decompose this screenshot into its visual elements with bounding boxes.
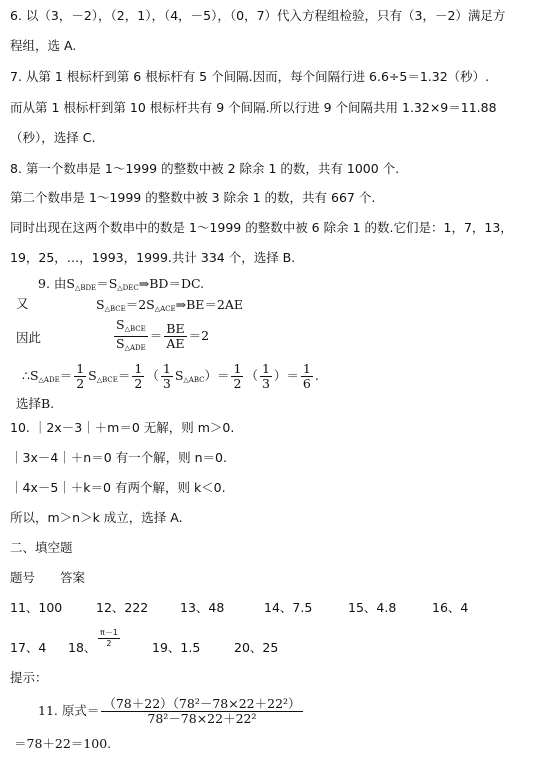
answer-fraction <box>98 628 120 649</box>
fraction-third <box>161 362 173 391</box>
q9-text: 9. 由S <box>38 276 75 291</box>
q11-fraction <box>101 697 302 726</box>
q9-therefore: $\therefore S_{\triangle ADE}=$ $\frac{1}{2}$ $S_{\triangle BCE}=$ $\frac{1}{2}$ （ $\frac{1}{3}$ $S_{\triangle ABC})=$ $\frac{1}{2}$ （ $\frac{1}{3}$ ）＝ $\frac{1}{6}$ . <box>22 361 319 391</box>
answer-item: 16、4 <box>432 600 469 615</box>
q9-sub: △BCE <box>96 376 118 384</box>
q9-sub: △DEC <box>117 284 139 292</box>
answer-item: 14、7.5 <box>264 600 313 615</box>
q8-line-1: 8. 第一个数串是 1～1999 的整数中被 2 除余 1 的数，共有 1000 个. <box>10 161 400 176</box>
answer-item: 13、48 <box>180 600 225 615</box>
q6-line-2: 程组，选 A. <box>10 38 77 53</box>
q9-text: 2 <box>134 376 143 391</box>
q9-text: AE <box>166 336 185 351</box>
q11-label: 11. 原式＝ <box>38 703 100 718</box>
q11-numerator: （78＋22）（78²－78×22＋22²） <box>103 696 301 711</box>
q11-denominator: 78²－78×22＋22² <box>147 711 257 726</box>
q9-yinci: 因此 <box>16 330 42 345</box>
q9-text: 1 <box>302 361 311 376</box>
fraction-half <box>132 362 144 391</box>
q9-text: S <box>116 317 125 332</box>
q11-result: ＝78＋22＝100. <box>14 736 112 751</box>
q6-line-1: 6. 以（3，－2），（2，1），（4，－5），（0，7）代入方程组检验，只有（3，－2）满足方 <box>10 8 506 23</box>
hint-label: 提示： <box>10 670 48 685</box>
q8-line-2: 第二个数串是 1～1999 的整数中被 3 除余 1 的数，共有 667 个. <box>10 190 376 205</box>
q9-sub: △ADE <box>38 376 60 384</box>
q9-text: 3 <box>162 376 171 391</box>
section-heading: 二、填空题 <box>10 540 73 555</box>
q9-text: 2 <box>76 376 85 391</box>
ratio-fraction-2 <box>164 322 186 351</box>
fraction-numerator: π－1 <box>100 628 118 637</box>
q9-sub: △BCE <box>124 325 146 333</box>
q7-line-3: （秒），选择 C. <box>10 130 96 145</box>
q7-line-1: 7. 从第 1 根标杆到第 6 根标杆有 5 个间隔.因而，每个间隔行进 6.6÷5＝1.32（秒）. <box>10 69 490 84</box>
answer-item: 12、222 <box>96 600 149 615</box>
answer-item: 20、25 <box>234 640 279 655</box>
q9-text: ⇒BD＝DC. <box>138 276 205 291</box>
q10-line-2: ｜3x－4｜＋n＝0 有一个解，则 n＝0. <box>10 450 227 465</box>
q9-text: ⇒BE＝2AE <box>175 297 244 312</box>
q9-text: 1 <box>76 361 85 376</box>
q9-text: 1 <box>233 361 242 376</box>
q9-text: ＝2S <box>125 297 155 312</box>
fraction-denominator: 2 <box>106 639 112 648</box>
q9-text: ＝2 <box>188 328 210 343</box>
q9-text: 1 <box>134 361 143 376</box>
q9-text: S <box>96 297 105 312</box>
q9-ratio: $\frac{S_{\triangle BCE}}{S_{\triangle ADE}}$ ＝ $\frac{BE}{AE}$ ＝2 <box>112 318 209 355</box>
q9-text: 3 <box>261 376 270 391</box>
fraction-sixth <box>301 362 313 391</box>
fraction-half <box>231 362 243 391</box>
q9-sub: △ACE <box>154 305 176 313</box>
q9-you: 又 <box>16 296 29 311</box>
q8-line-3: 同时出现在这两个数串中的数是 1～1999 的整数中被 6 除余 1 的数.它们是：1，7，13， <box>10 220 513 235</box>
q9-text: ＝S <box>96 276 118 291</box>
q9-text: BE <box>166 321 185 336</box>
q9-text: S <box>174 368 184 383</box>
q10-line-3: ｜4x－5｜＋k＝0 有两个解，则 k＜0. <box>10 480 226 495</box>
q9-choose: 选择B. <box>16 396 55 411</box>
answer-item: 19、1.5 <box>152 640 201 655</box>
q10-line-1: 10. ｜2x－3｜＋m＝0 无解，则 m＞0. <box>10 420 235 435</box>
answer-item: 15、4.8 <box>348 600 397 615</box>
q9-sub: △BDE <box>74 284 97 292</box>
fraction-half <box>74 362 86 391</box>
q9-text: 1 <box>162 361 171 376</box>
answer-item: 18、 <box>68 640 97 655</box>
answer-item: 17、4 <box>10 640 47 655</box>
q9-sub: △ABC <box>183 376 205 384</box>
q9-text: ∴S <box>22 368 39 383</box>
q9-line-2 <box>96 297 243 317</box>
q9-text: 2 <box>233 376 242 391</box>
answer-header: 题号 答案 <box>10 570 86 585</box>
answer-item: 11、100 <box>10 600 63 615</box>
q10-line-4: 所以，m＞n＞k 成立，选择 A. <box>10 510 183 525</box>
q9-line-1 <box>38 276 204 296</box>
fraction-third <box>260 362 272 391</box>
q9-sub: △ADE <box>124 344 146 352</box>
q9-text: S <box>88 368 97 383</box>
q7-line-2: 而从第 1 根标杆到第 10 根标杆共有 9 个间隔.所以行进 9 个间隔共用 1.32×9＝11.88 <box>10 100 497 115</box>
ratio-fraction-1 <box>114 318 148 355</box>
q9-text: 1 <box>261 361 270 376</box>
q9-text: S <box>116 336 125 351</box>
q8-line-4: 19，25，…，1993，1999.共计 334 个，选择 B. <box>10 250 296 265</box>
q11-formula <box>38 697 305 726</box>
q9-sub: △BCE <box>104 305 126 313</box>
q9-text: 6 <box>302 376 311 391</box>
